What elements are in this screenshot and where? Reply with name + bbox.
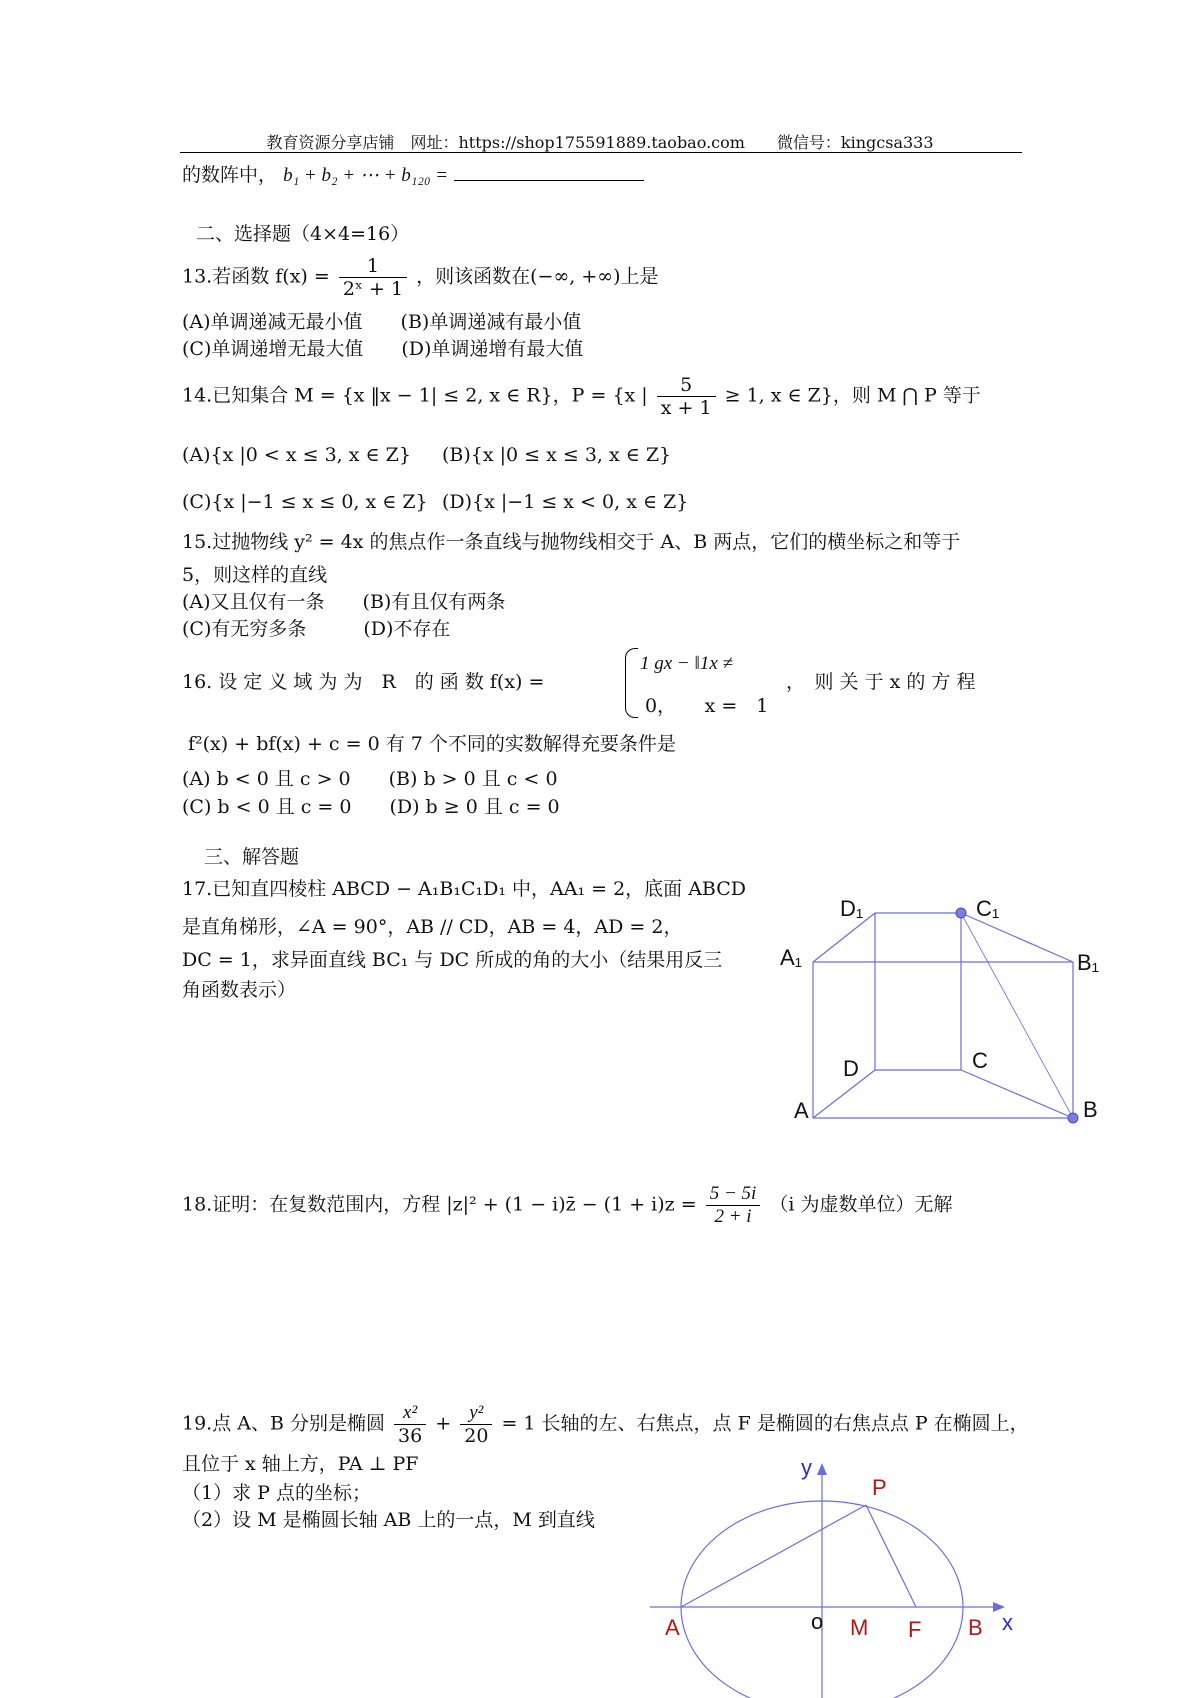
label-c1: C₁ — [976, 896, 1000, 921]
q19-frac1-den: 36 — [398, 1425, 423, 1447]
q16-case1: 1 gx − ‖1x ≠ — [640, 653, 733, 674]
q12-prefix: 的数阵中， — [182, 164, 278, 186]
label-a: A — [794, 1098, 809, 1123]
label-a: A — [665, 1615, 680, 1640]
q19-frac2-den: 20 — [464, 1425, 489, 1447]
y-axis-arrow-icon — [817, 1463, 827, 1475]
q18-stem — [182, 1183, 952, 1228]
q18-frac-den: 2 + i — [714, 1206, 752, 1227]
section-3-title: 三、解答题 — [204, 846, 300, 868]
label-o: o — [811, 1609, 824, 1634]
q17-line2: 是直角梯形，∠A = 90°，AB // CD，AB = 4，AD = 2， — [182, 916, 683, 938]
q13-frac-num: 1 — [339, 255, 407, 278]
label-b1: B₁ — [1077, 950, 1100, 975]
label-c: C — [972, 1048, 988, 1073]
q19-sub2: （2）设 M 是椭圆长轴 AB 上的一点，M 到直线 — [182, 1509, 595, 1531]
q19-frac2-num: y² — [460, 1402, 492, 1425]
q18-frac-num: 5 − 5i — [706, 1183, 761, 1206]
label-d: D — [843, 1056, 859, 1081]
q17-line1: 17.已知直四棱柱 ABCD − A₁B₁C₁D₁ 中，AA₁ = 2，底面 ABCD — [182, 878, 747, 900]
point-c1-marker — [956, 908, 966, 918]
answer-blank[interactable] — [454, 162, 644, 181]
q16-options-ab: (A) b < 0 且 c > 0 (B) b > 0 且 c < 0 — [182, 768, 558, 790]
segment-bc1 — [961, 913, 1073, 1118]
q19-stem-b: = 1 长轴的左、右焦点，点 F 是椭圆的右焦点点 P 在椭圆上， — [501, 1412, 1029, 1435]
q18-fraction — [706, 1183, 761, 1228]
q18-stem-b: （i 为虚数单位）无解 — [769, 1193, 953, 1216]
q16-cases-brace — [625, 648, 638, 718]
label-d1: D₁ — [840, 896, 864, 921]
q19-sub1: （1）求 P 点的坐标； — [182, 1482, 371, 1504]
q15-line2: 5，则这样的直线 — [182, 564, 328, 586]
q13-frac-den: 2ˣ + 1 — [342, 278, 404, 300]
q13-stem — [182, 255, 659, 300]
section-2-title: 二、选择题（4×4=16） — [196, 223, 410, 245]
q17-line4: 角函数表示） — [182, 979, 297, 1001]
q16-stem-a: 16. 设 定 义 域 为 为 R 的 函 数 f(x) = — [182, 671, 545, 693]
q14-fraction — [657, 374, 716, 419]
q19-plus: + — [435, 1412, 452, 1435]
q14-option-b: (B){x |0 ≤ x ≤ 3, x ∈ Z} — [442, 444, 672, 466]
header-rule — [180, 152, 1022, 153]
q14-frac-num: 5 — [657, 374, 716, 397]
q15-options-cd: (C)有无穷多条 (D)不存在 — [182, 618, 451, 640]
q19-frac1-num: x² — [394, 1402, 426, 1425]
q16-case2: 0， x = 1 — [645, 695, 769, 717]
q17-line3: DC = 1，求异面直线 BC₁ 与 DC 所成的角的大小（结果用反三 — [182, 949, 723, 971]
point-b-marker — [1068, 1113, 1078, 1123]
q12-tail — [182, 162, 644, 188]
ellipse-figure — [650, 1455, 1030, 1698]
label-b: B — [968, 1615, 983, 1640]
q16-stem-b: ， 则 关 于 x 的 方 程 — [786, 671, 976, 693]
segment-pf — [866, 1505, 916, 1607]
q13-options-ab: (A)单调递减无最小值 (B)单调递减有最小值 — [182, 311, 582, 333]
q13-fraction — [339, 255, 407, 300]
label-x: x — [1002, 1610, 1013, 1635]
label-p: P — [872, 1475, 887, 1500]
q15-options-ab: (A)又且仅有一条 (B)有且仅有两条 — [182, 591, 506, 613]
prism-figure — [780, 880, 1110, 1140]
label-y: y — [801, 1455, 812, 1480]
q15-line1: 15.过抛物线 y² = 4x 的焦点作一条直线与抛物线相交于 A、B 两点，它们的横坐标之和等于 — [182, 531, 961, 553]
q19-fraction-x — [394, 1402, 426, 1447]
q12-expr: b₁ + b₂ + ⋯ + b₁₂₀ = — [283, 165, 449, 186]
page-header: 教育资源分享店铺 网址：https://shop175591889.taobao.com 微信号：kingcsa333 — [266, 133, 934, 152]
edge-cb — [961, 1070, 1073, 1118]
segment-pa — [681, 1505, 866, 1607]
q13-options-cd: (C)单调递增无最大值 (D)单调递增有最大值 — [182, 338, 584, 360]
q16-line2: f²(x) + bf(x) + c = 0 有 7 个不同的实数解得充要条件是 — [188, 733, 676, 755]
label-a1: A₁ — [780, 945, 803, 970]
q13-stem-b: ，则该函数在(−∞, +∞)上是 — [416, 265, 659, 288]
q14-option-d: (D){x |−1 ≤ x < 0, x ∈ Z} — [442, 491, 689, 513]
label-b: B — [1083, 1097, 1098, 1122]
q14-frac-den: x + 1 — [660, 397, 712, 419]
q19-line2: 且位于 x 轴上方，PA ⊥ PF — [182, 1453, 419, 1475]
label-m: M — [850, 1615, 869, 1640]
q19-stem-a: 19.点 A、B 分别是椭圆 — [182, 1412, 385, 1435]
q14-stem — [182, 374, 981, 419]
q14-option-a: (A){x |0 < x ≤ 3, x ∈ Z} — [182, 444, 411, 466]
q19-fraction-y — [460, 1402, 492, 1447]
q14-stem-b: ≥ 1, x ∈ Z}，则 M ⋂ P 等于 — [724, 384, 981, 407]
label-f: F — [908, 1617, 922, 1642]
q14-stem-a: 14.已知集合 M = {x ‖x − 1| ≤ 2, x ∈ R}，P = {x | — [182, 384, 648, 407]
q19-stem — [182, 1402, 1029, 1447]
q16-options-cd: (C) b < 0 且 c = 0 (D) b ≥ 0 且 c = 0 — [182, 796, 560, 818]
q18-stem-a: 18.证明：在复数范围内，方程 |z|² + (1 − i)z̄ − (1 + i)z = — [182, 1193, 697, 1216]
q14-option-c: (C){x |−1 ≤ x ≤ 0, x ∈ Z} — [182, 491, 428, 513]
q13-stem-a: 13.若函数 f(x) = — [182, 265, 330, 288]
